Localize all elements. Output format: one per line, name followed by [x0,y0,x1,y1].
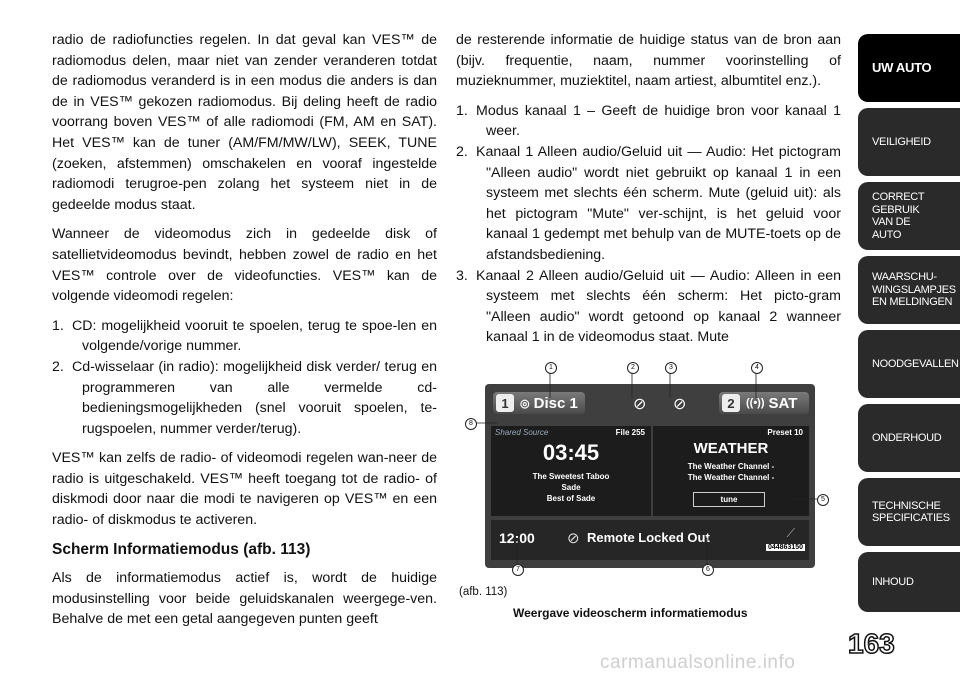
callout-5: 5 [817,494,829,506]
right-column [456,30,841,348]
file-number: File 255 [615,428,645,437]
list-number: 1. [52,317,64,334]
paragraph: Als de informatiemodus actief is, wordt de huidige modusinstelling voor beide geluidskanalen weergege-ven. Behalve de met een getal aangegeven punten geeft [52,570,437,628]
album-title: Best of Sade [546,494,596,503]
paragraph: radio de radiofuncties regelen. In dat geval kan VES™ de radiomodus delen, maar niet van zender veranderen totdat de radiomodus veranderd is in een modus die anders is dan de in VES™ gekozen radiomodus. Bij deling heeft de radio voorrang boven VES™ of alle radiomodi (FM, AM en SAT). Het VES™ kan de tuner (AM/FM/MW/LW), SEEK, TUNE (zoeken, afstemmen) omschakelen en vooraf ingestelde radiomodi terugroe-pen zolang het systeem niet in de gedeelde modus staat. [52,32,437,213]
chapter-tabs [858,0,960,600]
list-text: Modus kanaal 1 – Geeft de huidige bron voor kanaal 1 weer. [476,102,841,140]
remote-locked-message: Remote Locked Out [587,530,710,545]
list-number: 2. [52,358,64,375]
tab-label: WAARSCHU-WINGSLAMPJES EN MELDINGEN [872,271,956,309]
channel-1-source-button [493,392,585,414]
list-text: Kanaal 2 Alleen audio/Geluid uit — Audio: Alleen in een systeem met slechts één scherm: Het picto-gram "Alleen audio" wordt getoond op kanaal 2 wanneer kanaal 1 in de videomodus staat. Mute [476,267,841,346]
disc-icon: ◎ [520,397,530,410]
tab-label: TECHNISCHE SPECIFICATIES [872,499,950,524]
callout-7: 7 [512,564,524,576]
list-number: 3. [456,267,468,284]
channel-2-source-button [719,392,809,414]
callout-3: 3 [665,362,677,374]
status-bar [491,520,809,560]
tab-uw-auto[interactable] [858,34,960,102]
info-mode-figure [457,358,841,590]
channel-2-label: SAT [768,394,798,412]
paragraph: Wanneer de videomodus zich in gedeelde disk of satellietvideomodus bevindt, hebben zowel de radio en het VES™ controle over de videofuncties. VES™ kan de volgende videomodi regelen: [52,226,437,305]
tune-button: tune [693,492,765,507]
tab-onderhoud[interactable] [858,404,960,472]
satellite-icon: ((•)) [746,397,765,409]
sat-info-line-2: The Weather Channel - [687,473,775,482]
channel-2-badge: 2 [722,394,740,412]
channel-1-badge: 1 [496,394,514,412]
tab-technische-specificaties[interactable] [858,478,960,546]
tab-label: INHOUD [872,575,914,588]
paragraph: VES™ kan zelfs de radio- of videomodi regelen wan-neer de radio is uitgeschakeld. VES™ heeft toegang tot de radio- of diskmodi door naar die modi te navigeren op VES™ en een radio- of diskmodus te activeren. [52,450,437,529]
watermark: carmanualsonline.info [600,652,796,673]
tab-label: CORRECT GEBRUIK VAN DE AUTO [872,191,925,241]
tab-veiligheid[interactable] [858,108,960,176]
page-number: 163 [848,628,895,659]
tab-inhoud[interactable] [858,552,960,612]
tab-label: VEILIGHEID [872,135,931,148]
list-number: 1. [456,102,468,119]
list-item [456,142,841,266]
no-remote-icon: ⊘ [567,530,580,547]
tab-label: NOODGEVALLEN [872,357,959,370]
sat-info-line-1: The Weather Channel - [687,462,775,471]
list-text: Kanaal 1 Alleen audio/Geluid uit — Audio: Het pictogram "Alleen audio" wordt niet gebruikt op kanaal 1 in een systeem met slechts één scherm. Mute (geluid uit): als het pictogram "Mute" ver-schijnt, is het geluid voor kanaal 1 gedempt met behulp van de MUTE-toets op de afstandsbediening. [476,143,841,263]
section-heading: Scherm Informatiemodus (afb. 113) [52,540,311,558]
artist-name: Sade [561,483,581,492]
channel-1-panel [491,426,651,516]
figure-label: (afb. 113) [459,586,508,598]
figure-caption: Weergave videoscherm informatiemodus [513,606,748,620]
callout-1: 1 [545,362,557,374]
paragraph: de resterende informatie de huidige status van de bron aan (bijv. frequentie, naam, nummer voorinstelling of muzieknummer, muziektitel, naam artiest, albumtitel enz.). [456,32,841,90]
list-item [456,266,841,348]
audio-only-icon-1: ⊘ [633,396,647,413]
tab-correct-gebruik[interactable] [858,182,960,250]
track-title: The Sweetest Taboo [532,472,610,481]
image-code: 044863150 [767,544,803,551]
callout-6: 6 [702,564,714,576]
tab-waarschuwingslampjes[interactable] [858,256,960,324]
clock: 12:00 [499,530,535,546]
left-column [52,30,437,639]
channel-name: WEATHER [693,440,769,457]
tab-label: ONDERHOUD [872,431,942,444]
channel-2-panel [653,426,809,516]
list-item [456,101,841,142]
list-item [52,357,437,439]
list-text: Cd-wisselaar (in radio): mogelijkheid disk verder/ terug en programmeren van alle vermelde cd-bedieningsmogelijkheden (snel vooruit spoelen, te-rugspoelen, nummer verder/terug). [72,358,437,437]
channel-1-label: Disc 1 [533,394,578,412]
elapsed-time: 03:45 [542,440,600,465]
shared-source-label: Shared Source [495,428,549,437]
tab-noodgevallen[interactable] [858,330,960,398]
callout-8: 8 [465,418,477,430]
callout-4: 4 [751,362,763,374]
antenna-icon: ⟋ [786,526,795,540]
callout-2: 2 [627,362,639,374]
preset-number: Preset 10 [767,428,803,437]
list-text: CD: mogelijkheid vooruit te spoelen, terug te spoe-len en volgende/vorige nummer. [72,317,437,355]
tab-label: UW AUTO [872,59,932,75]
video-screen [485,384,815,568]
list-number: 2. [456,143,468,160]
audio-only-icon-2: ⊘ [673,396,687,413]
list-item [52,316,437,357]
